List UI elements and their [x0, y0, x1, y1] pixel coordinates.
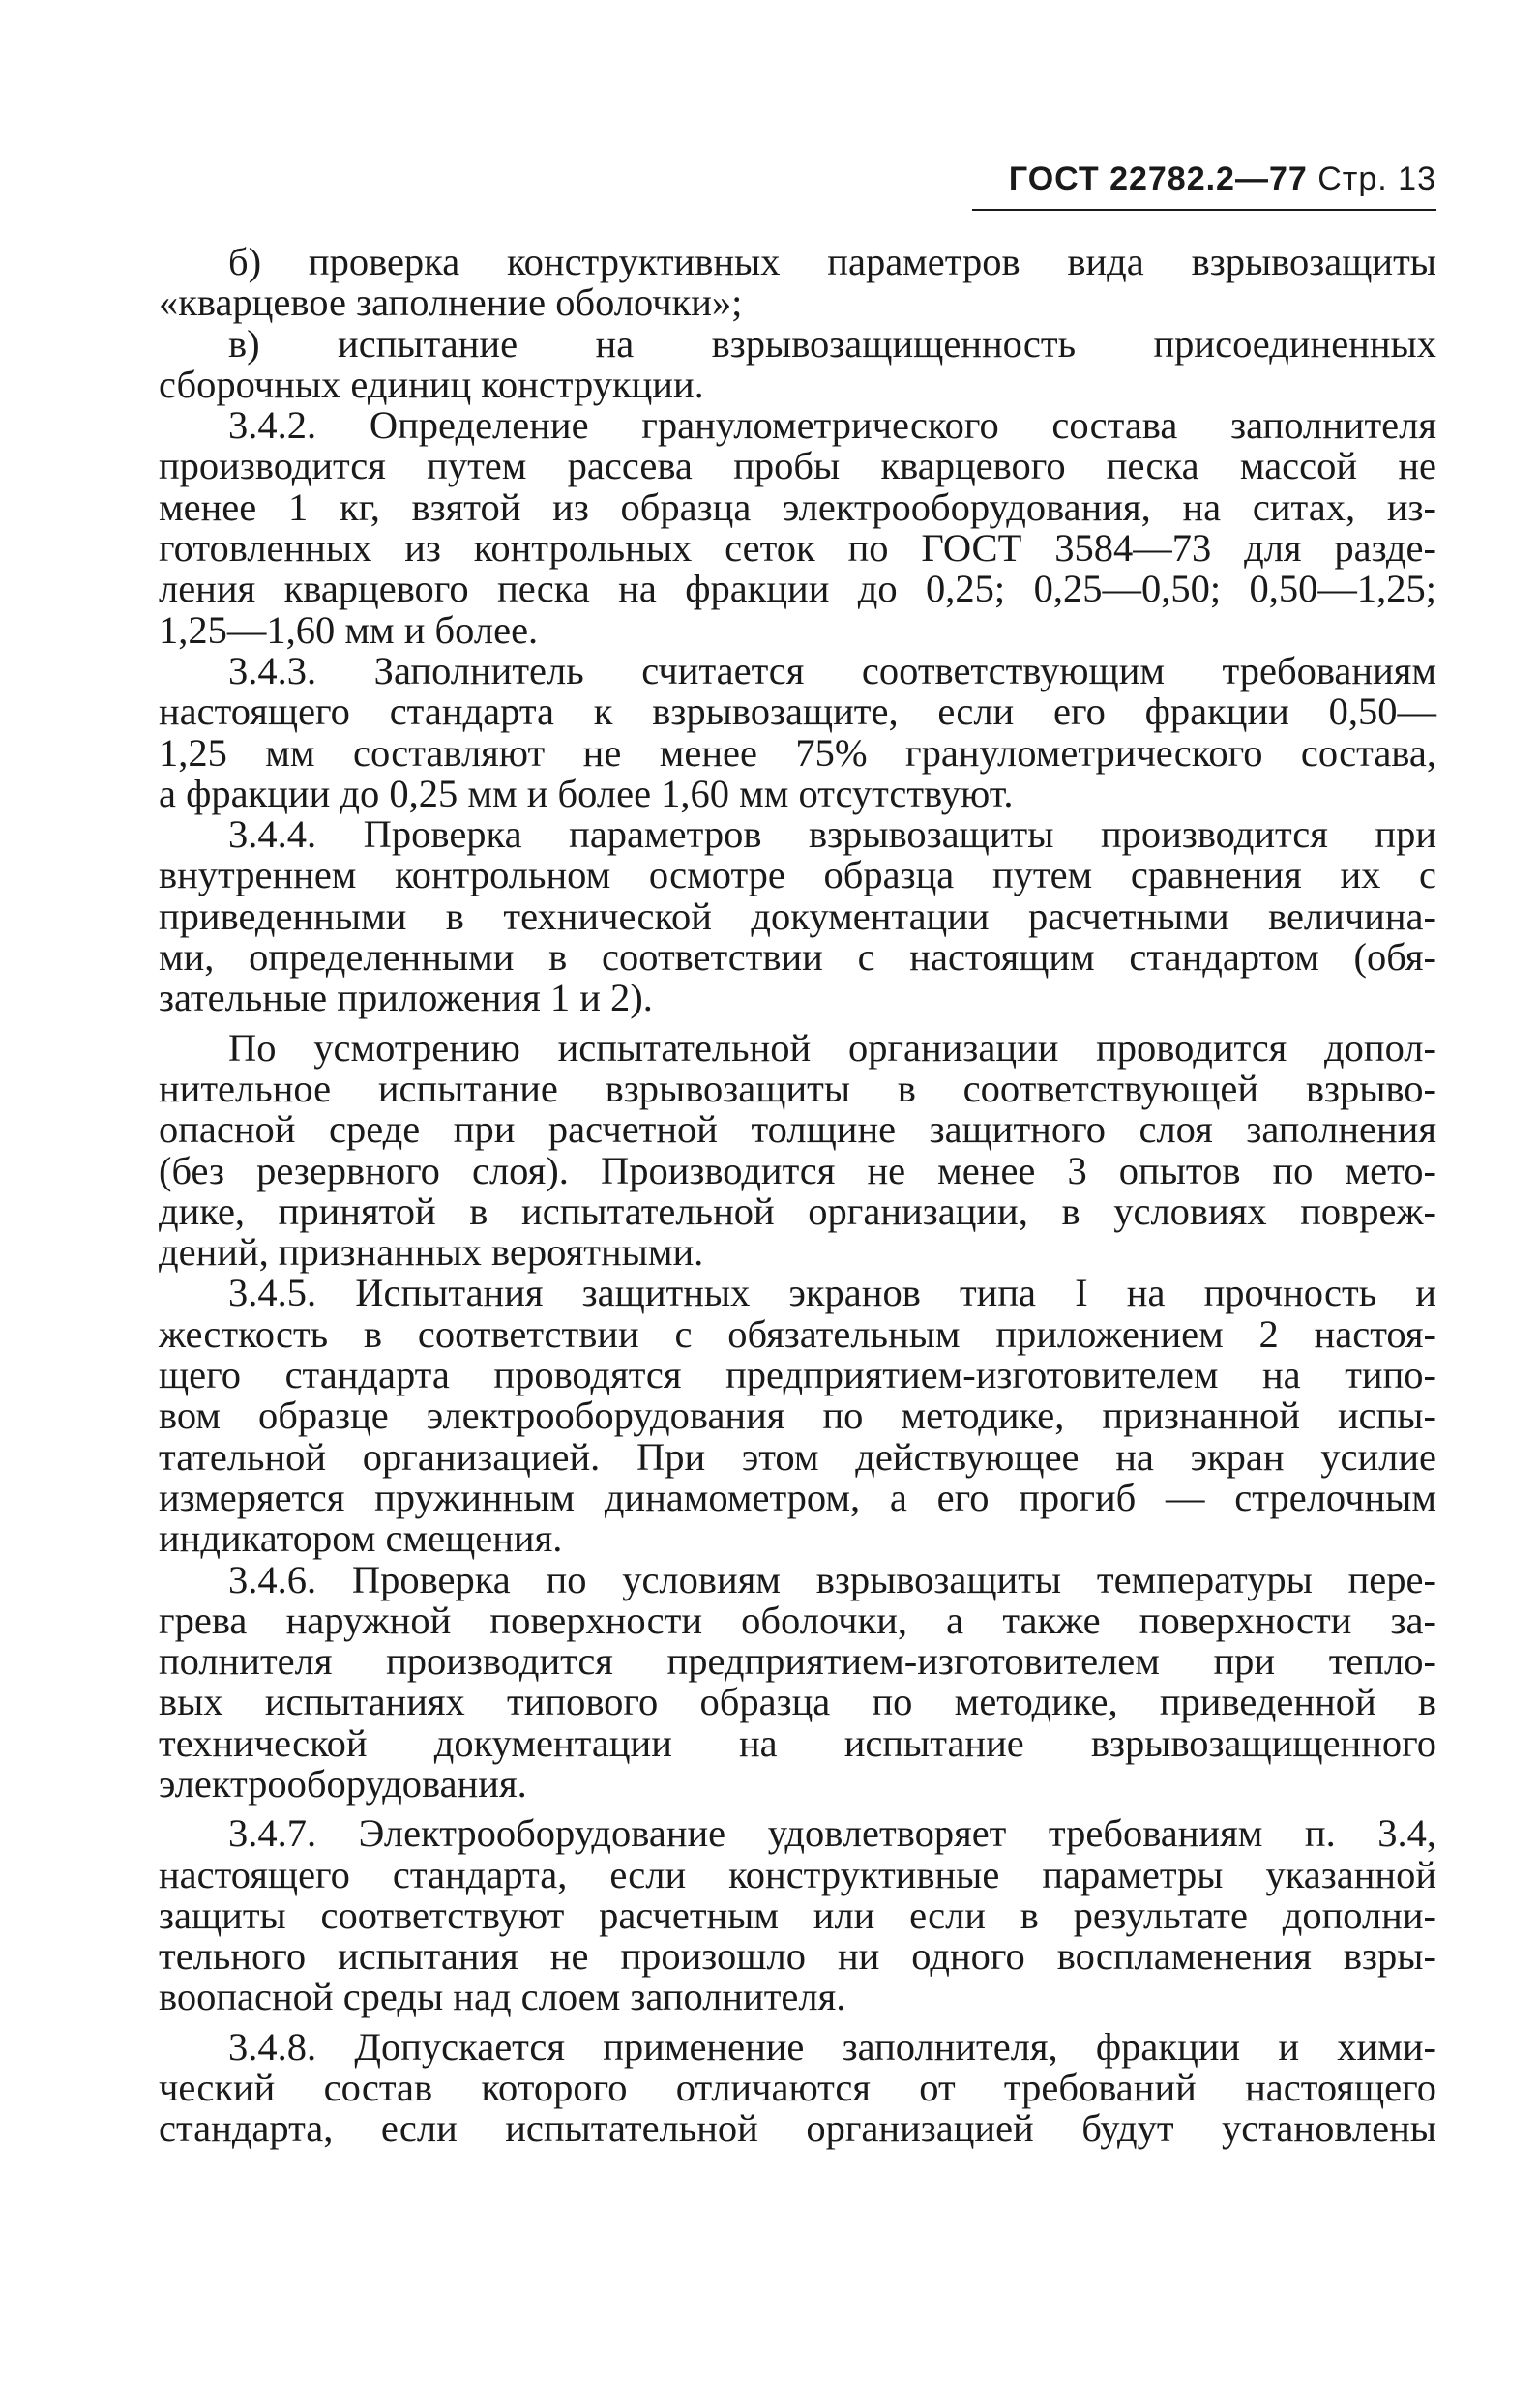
text-line: индикатором смещения.	[159, 1516, 563, 1561]
text-line: 3.4.4. Проверка параметров взрывозащиты производится при	[228, 812, 1436, 857]
text-line: нительное испытание взрывозащиты в соответствующей взрыво-	[159, 1066, 1436, 1110]
paragraph-3-4-4	[89, 814, 1436, 1018]
text-line: зательные приложения 1 и 2).	[159, 976, 653, 1020]
document-body	[89, 242, 1436, 2150]
paragraph-b	[89, 242, 1436, 324]
text-line: 3.4.7. Электрооборудование удовлетворяет требованиям п. 3.4,	[228, 1811, 1436, 1856]
text-line: По усмотрению испытательной организации проводится допол-	[228, 1025, 1436, 1070]
text-line: настоящего стандарта к взрывозащите, если его фракции 0,50—	[159, 690, 1436, 734]
text-line: дике, принятой в испытательной организации, в условиях повреж-	[159, 1189, 1436, 1233]
text-line: щего стандарта проводятся предприятием-изготовителем на типо-	[159, 1353, 1436, 1397]
text-line: сборочных единиц конструкции.	[159, 362, 704, 406]
text-line: 3.4.8. Допускается применение заполнителя, фракции и хими-	[228, 2024, 1436, 2069]
text-line: жесткость в соответствии с обязательным приложением 2 настоя-	[159, 1311, 1436, 1356]
text-line: 1,25—1,60 мм и более.	[159, 607, 539, 652]
header-rule	[972, 209, 1436, 211]
text-line: вом образце электрооборудования по методике, признанной испы-	[159, 1394, 1436, 1438]
text-line: тательной организацией. При этом действующее на экран усилие	[159, 1434, 1436, 1479]
text-line: ми, определенными в соответствии с настоящим стандартом (обя-	[159, 935, 1436, 980]
page-header	[987, 155, 1436, 203]
paragraph-3-4-5	[89, 1273, 1436, 1559]
text-line: тельного испытания не произошло ни одного воспламенения взры-	[159, 1934, 1436, 1979]
text-line: 3.4.6. Проверка по условиям взрывозащиты температуры пере-	[228, 1557, 1436, 1601]
paragraph-v	[89, 321, 1436, 406]
text-line: ческий состав которого отличаются от требований настоящего	[159, 2066, 1436, 2110]
text-line: 1,25 мм составляют не менее 75% гранулометрического состава,	[159, 730, 1436, 775]
text-line: (без резервного слоя). Производится не менее 3 опытов по мето-	[159, 1148, 1436, 1192]
standard-number: ГОСТ 22782.2—77	[1008, 161, 1308, 197]
text-line: в) испытание на взрывозащищенность присоединенных	[228, 321, 1436, 366]
paragraph-3-4-3	[89, 648, 1436, 815]
text-line: 3.4.2. Определение гранулометрического состава заполнителя	[228, 403, 1436, 448]
text-line: 3.4.5. Испытания защитных экранов типа I на прочность и	[228, 1271, 1436, 1315]
text-line: производится путем рассева пробы кварцевого песка массой не	[159, 444, 1436, 488]
text-line: полнителя производится предприятием-изготовителем при тепло-	[159, 1639, 1436, 1684]
paragraph-3-4-4-continued	[89, 1025, 1436, 1275]
paragraph-3-4-8	[89, 2024, 1436, 2151]
text-line: б) проверка конструктивных параметров вида взрывозащиты	[228, 240, 1436, 283]
text-line: настоящего стандарта, если конструктивные параметры указанной	[159, 1852, 1436, 1896]
text-line: а фракции до 0,25 мм и более 1,60 мм отсутствуют.	[159, 771, 1014, 815]
text-line: приведенными в технической документации расчетными величина-	[159, 894, 1436, 938]
text-line: вых испытаниях типового образца по методике, приведенной в	[159, 1680, 1436, 1724]
paragraph-3-4-6	[89, 1557, 1436, 1806]
paragraph-3-4-2	[89, 405, 1436, 651]
text-line: «кварцевое заполнение оболочки»;	[159, 280, 743, 325]
text-line: грева наружной поверхности оболочки, а также поверхности за-	[159, 1598, 1436, 1642]
text-line: готовленных из контрольных сеток по ГОСТ 3584—73 для разде-	[159, 526, 1436, 571]
text-line: защиты соответствуют расчетным или если в результате дополни-	[159, 1893, 1436, 1937]
text-line: опасной среде при расчетной толщине защитного слоя заполнения	[159, 1107, 1436, 1152]
text-line: технической документации на испытание взрывозащищенного	[159, 1720, 1436, 1765]
text-line: 3.4.3. Заполнитель считается соответствующим требованиям	[228, 648, 1436, 692]
page-number: Стр. 13	[1317, 161, 1436, 197]
text-line: внутреннем контрольном осмотре образца путем сравнения их с	[159, 853, 1436, 897]
text-line: измеряется пружинным динамометром, а его прогиб — стрелочным	[159, 1475, 1436, 1519]
text-line: дений, признанных вероятными.	[159, 1230, 704, 1275]
text-line: ления кварцевого песка на фракции до 0,25; 0,25—0,50; 0,50—1,25;	[159, 567, 1436, 611]
text-line: стандарта, если испытательной организацией будут установлены	[159, 2106, 1436, 2151]
text-line: электрооборудования.	[159, 1761, 527, 1806]
text-line: менее 1 кг, взятой из образца электрооборудования, на ситах, из-	[159, 485, 1436, 529]
paragraph-3-4-7	[89, 1813, 1436, 2017]
text-line: воопасной среды над слоем заполнителя.	[159, 1975, 846, 2019]
